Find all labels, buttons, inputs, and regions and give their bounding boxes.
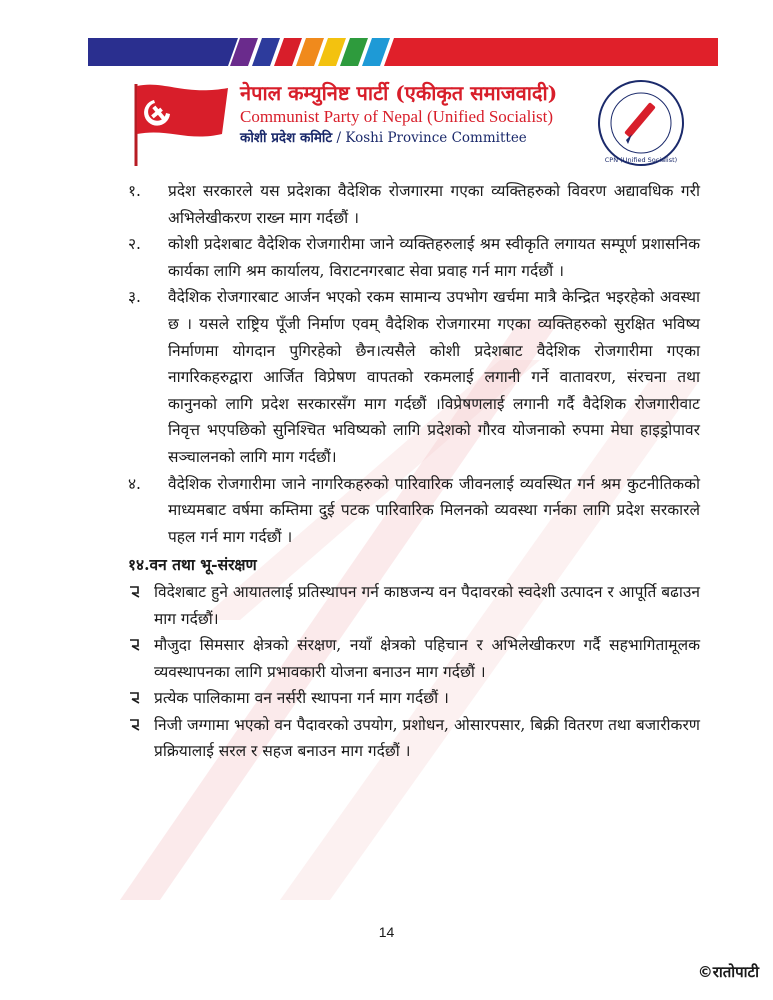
bullet-icon — [128, 712, 154, 765]
item-text: प्रदेश सरकारले यस प्रदेशका वैदेशिक रोजगारमा गएका व्यक्तिहरुको विवरण अद्यावधिक गरी अभिलेखीकरण राख्न माग गर्दछौं । — [168, 182, 700, 227]
numbered-item — [128, 231, 700, 284]
bullet-text: विदेशबाट हुने आयातलाई प्रतिस्थापन गर्न काष्ठजन्य वन पैदावरको स्वदेशी उत्पादन र आपूर्ति बढाउन माग गर्दछौं। — [154, 582, 700, 628]
bullet-item — [128, 579, 700, 632]
numbered-item — [128, 284, 700, 470]
item-text: वैदेशिक रोजगारीमा जाने नागरिकहरुको पारिवारिक जीवनलाई व्यवस्थित गर्न श्रम कुटनीतिकको माध्यमबाट वर्षमा कम्तिमा दुई पटक पारिवारिक मिलनको व्यवस्था गर्नका लागि प्रदेश सरकारले पहल गर्न माग गर्दछौं । — [168, 474, 700, 546]
page-number: 14 — [378, 924, 395, 940]
party-name-english: Communist Party of Nepal (Unified Socialist) — [240, 107, 554, 126]
bullet-text: निजी जग्गामा भएको वन पैदावरको उपयोग, प्रशोधन, ओसारपसार, बिक्री वितरण तथा बजारीकरण प्रक्रियालाई सरल र सहज बनाउन माग गर्दछौं । — [154, 715, 700, 761]
party-seal-emblem — [596, 78, 686, 168]
seal-text: CPN (Unified Socialist) — [604, 156, 678, 164]
bullet-icon — [128, 632, 154, 685]
numbered-item — [128, 178, 700, 231]
party-flag-logo — [124, 78, 232, 168]
letterhead-titles — [240, 80, 557, 148]
letterhead — [124, 76, 694, 172]
top-color-band — [88, 38, 718, 66]
bullet-item — [128, 712, 700, 765]
committee-line — [240, 128, 557, 148]
party-name-nepali: नेपाल कम्युनिष्ट पार्टी (एकीकृत समाजवादी) — [240, 81, 558, 105]
item-number: ४. — [128, 474, 141, 493]
numbered-item — [128, 471, 700, 551]
committee-name-english: Koshi Province Committee — [345, 130, 527, 146]
bullet-icon — [128, 685, 154, 712]
bullet-text: प्रत्येक पालिकामा वन नर्सरी स्थापना गर्न माग गर्दछौं । — [154, 689, 449, 708]
item-text: वैदेशिक रोजगारबाट आर्जन भएको रकम सामान्य उपभोग खर्चमा मात्रै केन्द्रित भइरहेको अवस्था छ । यसले राष्ट्रिय पूँजी निर्माण एवम् वैदेशिक रोजगारमा गएका व्यक्तिहरुको सुरक्षित भविष्य निर्माणमा योगदान पुगिरहेको छैन।त्यसैले कोशी प्रदेशबाट वैदेशिक रोजगारीमा गएका नागरिकहरुद्वारा आर्जित विप्रेषण वापतको रकमलाई लगानी गर्ने वातावरण, संरचना तथा कानुनको लागि प्रदेश सरकारसँग माग गर्दछौं ।विप्रेषणलाई लगानी गर्दै वैदेशिक रोजगारीवाट निवृत्त भएपछिको सुनिश्चित भविष्यको लागि प्रदेशको गौरव योजनाको रुपमा मेघा हाइड्रोपावर सञ्चालनको लागि माग गर्दछौं। — [168, 288, 700, 466]
committee-separator: / — [332, 130, 346, 146]
bullet-item — [128, 632, 700, 685]
bullet-icon — [128, 579, 154, 632]
document-body — [128, 178, 700, 765]
item-number: ३. — [128, 288, 141, 307]
bullet-item — [128, 685, 700, 712]
item-number: १. — [128, 182, 141, 200]
item-text: कोशी प्रदेशबाट वैदेशिक रोजगारीमा जाने व्यक्तिहरुलाई श्रम स्वीकृति लगायत सम्पूर्ण प्रशासनिक कार्यका लागि श्रम कार्यालय, विराटनगरबाट सेवा प्रवाह गर्न माग गर्दछौं । — [168, 235, 700, 280]
section-heading: १४.वन तथा भू-संरक्षण — [128, 555, 257, 575]
bullet-text: मौजुदा सिमसार क्षेत्रको संरक्षण, नयाँ क्षेत्रको पहिचान र अभिलेखीकरण गर्दै सहभागितामूलक व्यवस्थापनका लागि प्रभावकारी योजना बनाउन माग गर्दछौं । — [154, 636, 700, 681]
item-number: २. — [128, 235, 141, 254]
committee-name-nepali: कोशी प्रदेश कमिटि — [240, 130, 333, 146]
source-credit: ©रातोपाटी — [697, 963, 759, 981]
